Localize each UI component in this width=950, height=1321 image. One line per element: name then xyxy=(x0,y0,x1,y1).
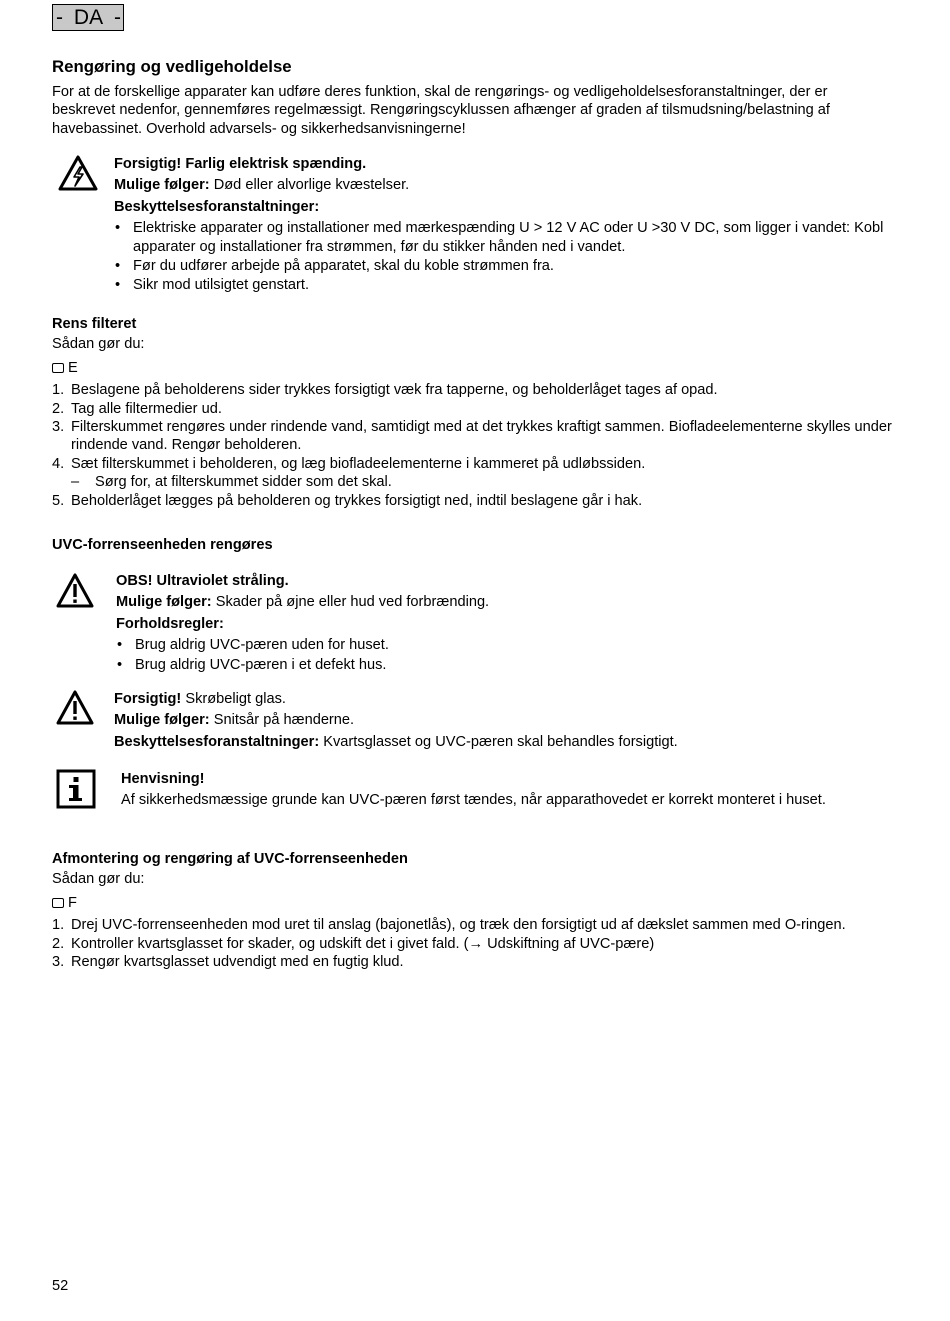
note-text: Af sikkerhedsmæssige grunde kan UVC-pæren først tændes, når apparathovedet er korrekt monteret i huset. xyxy=(121,792,826,809)
high-voltage-warning-icon xyxy=(57,154,99,192)
figure-reference xyxy=(52,894,892,912)
list-item: 3. Filterskummet rengøres under rindende vand, samtidigt med at det trykkes kraftigt sammen. Biofladeelementerne skylles under rindende vand. Rengør beholderen. xyxy=(52,419,892,454)
info-icon xyxy=(56,769,96,809)
note-box xyxy=(121,770,891,810)
warning-triangle-icon xyxy=(55,572,95,609)
warning-glass xyxy=(114,690,894,751)
warning-uv xyxy=(116,572,896,674)
rules-label: Forholdsregler: xyxy=(116,615,224,632)
measures-label: Beskyttelsesforanstaltninger: xyxy=(114,198,320,215)
section-title-uvc: UVC-forrenseenheden rengøres xyxy=(52,537,273,553)
list-item: 5. Beholderlåget lægges på beholderen og trykkes forsigtigt ned, indtil beslagene går i hak. xyxy=(52,492,643,509)
consequence-label: Mulige følger: xyxy=(116,594,212,611)
warning-glass-consequence: Mulige følger: Snitsår på hænderne. xyxy=(114,712,355,729)
list-item: • Før du udfører arbejde på apparatet, skal du koble strømmen fra. xyxy=(114,257,894,275)
section-filter xyxy=(52,315,892,510)
section-title-cleaning: Rengøring og vedligeholdelse xyxy=(52,57,292,76)
consequence-label: Mulige følger: xyxy=(114,177,210,194)
section-intro: For at de forskellige apparater kan udføre deres funktion, skal de rengørings- og vedligeholdelsesforanstaltninger, der er beskrevet nedenfor, gennemføres regelmæssigt. Rengøringscyklussen afhænger af graden af tilsmudsning/belastning af havebassinet. Overhold advarsels- og sikkerhedsanvisningerne! xyxy=(52,84,830,137)
measures-list xyxy=(114,219,894,295)
list-item: 2. Kontroller kvartsglasset for skader, og udskift det i givet fald. (→ Udskiftning af UVC-pære) xyxy=(52,935,655,952)
list-item: • Brug aldrig UVC-pæren i et defekt hus. xyxy=(116,656,896,674)
warning-electric xyxy=(114,155,894,295)
warning-glass-measures: Beskyttelsesforanstaltninger: Kvartsglasset og UVC-pæren skal behandles forsigtigt. xyxy=(114,733,678,750)
section-title-filter: Rens filteret xyxy=(52,316,137,332)
language-tag-suffix: - xyxy=(114,6,121,29)
list-item: • Brug aldrig UVC-pæren uden for huset. xyxy=(116,636,896,654)
list-item: • Elektriske apparater og installationer med mærkespænding U > 12 V AC oder U >30 V DC, som ligger i vandet: Kobl apparater og installationer fra strømmen, før du stikker hånden ned i vandet. xyxy=(114,219,894,256)
list-item: 4. Sæt filterskummet i beholderen, og læg biofladeelementerne i kammeret på udløbssiden. xyxy=(52,455,646,472)
figure-box-icon xyxy=(52,363,64,373)
warning-electric-title: Forsigtig! Farlig elektrisk spænding. xyxy=(114,156,367,172)
howto-label: Sådan gør du: xyxy=(52,871,145,888)
language-tag xyxy=(52,4,124,31)
warning-glass-title: Forsigtig! Skrøbeligt glas. xyxy=(114,691,286,707)
steps-list xyxy=(52,916,872,971)
howto-label: Sådan gør du: xyxy=(52,336,145,353)
warning-electric-consequence xyxy=(114,176,894,194)
figure-reference xyxy=(52,359,892,377)
list-item: • Sikr mod utilsigtet genstart. xyxy=(114,276,894,294)
steps-list xyxy=(52,381,892,510)
figure-letter: F xyxy=(68,894,77,911)
list-item: 1. Drej UVC-forrenseenheden mod uret til anslag (bajonetlås), og træk den forsigtigt ud af dækslet sammen med O-ringen. xyxy=(52,917,846,934)
language-code: DA xyxy=(73,6,104,29)
consequence-text: Skader på øjne eller hud ved forbrænding. xyxy=(211,594,490,611)
list-item: 3. Rengør kvartsglasset udvendigt med en fugtig klud. xyxy=(52,954,404,971)
language-tag-prefix: - xyxy=(56,6,63,29)
list-item: 2. Tag alle filtermedier ud. xyxy=(52,400,222,417)
section-dismount xyxy=(52,850,892,971)
warning-uv-title: OBS! Ultraviolet stråling. xyxy=(116,573,289,589)
figure-box-icon xyxy=(52,898,64,908)
warning-triangle-icon xyxy=(55,689,95,726)
warning-uv-consequence xyxy=(116,593,896,611)
note-title: Henvisning! xyxy=(121,771,205,787)
consequence-text: Død eller alvorlige kvæstelser. xyxy=(209,177,410,194)
section-title-dismount: Afmontering og rengøring af UVC-forrenseenheden xyxy=(52,851,408,867)
substep-item: – Sørg for, at filterskummet sidder som det skal. xyxy=(71,474,392,491)
figure-letter: E xyxy=(68,359,78,376)
list-item: 1. Beslagene på beholderens sider trykkes forsigtigt væk fra tapperne, og beholderlåget tages af opad. xyxy=(52,382,718,399)
rules-list xyxy=(116,636,896,674)
page-number: 52 xyxy=(52,1278,69,1294)
